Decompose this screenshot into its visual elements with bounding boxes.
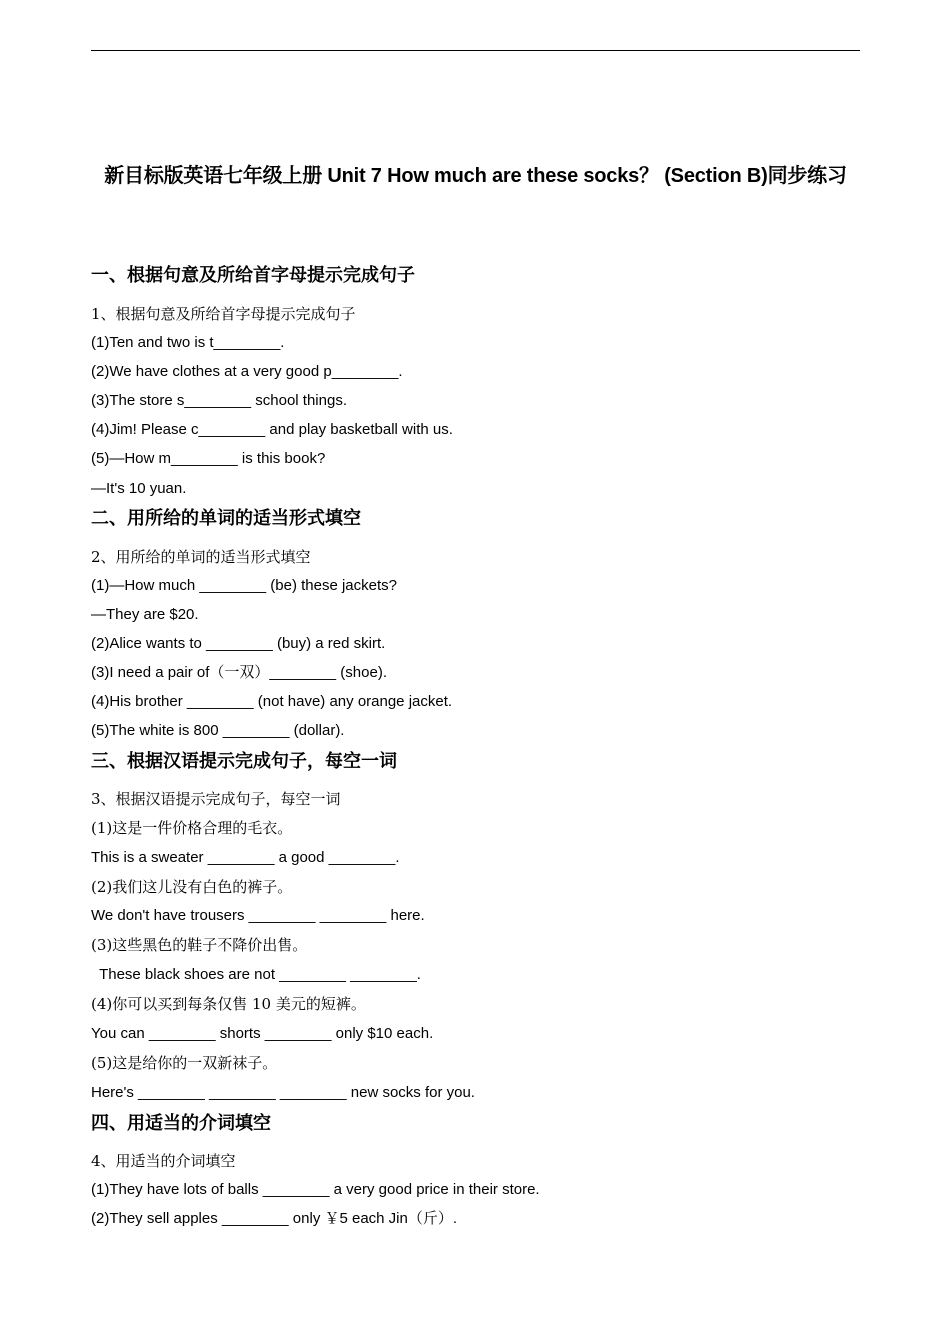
answer-line: —They are $20. <box>91 606 199 623</box>
question-line: Here's ________ ________ ________ new socks for you. <box>91 1084 475 1101</box>
question-line: (3)I need a pair of（一双）________ (shoe). <box>91 664 387 681</box>
question-line: These black shoes are not ________ ________. <box>91 966 421 983</box>
question-line: (4)你可以买到每条仅售 10 美元的短裤。 <box>91 995 366 1013</box>
question-line: (4)Jim! Please c________ and play basketball with us. <box>91 421 453 438</box>
question-line: (1)They have lots of balls ________ a very good price in their store. <box>91 1181 540 1198</box>
question-line: (2)Alice wants to ________ (buy) a red skirt. <box>91 635 386 652</box>
question-line: (4)His brother ________ (not have) any orange jacket. <box>91 693 453 710</box>
section-instruction-2: 2、用所给的单词的适当形式填空 <box>91 548 311 566</box>
question-line: (3)这些黑色的鞋子不降价出售。 <box>91 936 308 954</box>
question-line: (5)这是给你的一双新袜子。 <box>91 1054 278 1072</box>
question-line: You can ________ shorts ________ only $10 each. <box>91 1025 434 1042</box>
question-line: (5)The white is 800 ________ (dollar). <box>91 722 345 739</box>
question-line: (1)Ten and two is t________. <box>91 334 285 351</box>
question-line: This is a sweater ________ a good ________. <box>91 849 400 866</box>
question-line: (1)—How much ________ (be) these jackets? <box>91 577 397 594</box>
section-instruction-4: 4、用适当的介词填空 <box>91 1152 236 1170</box>
question-line: (2)我们这儿没有白色的裤子。 <box>91 878 293 896</box>
question-line: (2)We have clothes at a very good p________. <box>91 363 403 380</box>
section-heading-3: 三、根据汉语提示完成句子，每空一词 <box>91 751 397 771</box>
section-heading-4: 四、用适当的介词填空 <box>91 1113 271 1133</box>
question-line: (5)—How m________ is this book? <box>91 450 326 467</box>
question-line: We don't have trousers ________ ________ here. <box>91 907 425 924</box>
page-title: 新目标版英语七年级上册 Unit 7 How much are these socks？ (Section B)同步练习 <box>104 165 847 187</box>
section-heading-2: 二、用所给的单词的适当形式填空 <box>91 508 361 528</box>
question-line: (3)The store s________ school things. <box>91 392 347 409</box>
section-instruction-3: 3、根据汉语提示完成句子，每空一词 <box>91 790 341 808</box>
header-rule <box>91 50 860 51</box>
question-line: (1)这是一件价格合理的毛衣。 <box>91 819 293 837</box>
section-heading-1: 一、根据句意及所给首字母提示完成句子 <box>91 265 415 285</box>
section-instruction-1: 1、根据句意及所给首字母提示完成句子 <box>91 305 356 323</box>
question-line: (2)They sell apples ________ only ￥5 each Jin（斤）. <box>91 1210 458 1227</box>
answer-line: —It's 10 yuan. <box>91 480 187 497</box>
